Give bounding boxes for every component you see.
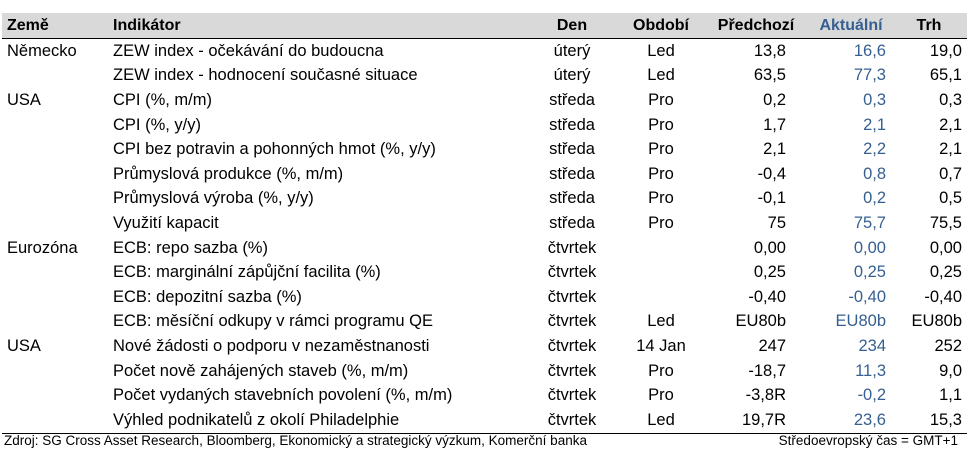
header-period: Období (616, 13, 706, 39)
cell-market: 0,7 (939, 164, 962, 183)
cell-market: 0,00 (929, 238, 962, 257)
cell-actual: 0,25 (853, 263, 886, 282)
table-row (2, 137, 967, 162)
cell-market: 15,3 (896, 408, 967, 433)
cell-period: 14 Jan (636, 336, 686, 355)
cell-period: Pro (648, 213, 674, 232)
source-note: Zdroj: SG Cross Asset Research, Bloomberg, Ekonomický a strategický výzkum, Komerční banka (4, 433, 587, 448)
cell-country (2, 162, 113, 187)
cell-day: čtvrtek (547, 386, 597, 405)
table-row (2, 408, 967, 433)
cell-actual: 234 (858, 336, 886, 355)
cell-indicator: ECB: marginální zápůjční facilita (%) (113, 263, 381, 282)
cell-indicator: ECB: repo sazba (%) (113, 238, 268, 257)
header-indicator: Indikátor (113, 13, 528, 39)
cell-previous: -18,7 (748, 361, 786, 380)
cell-indicator: Počet vydaných stavebních povolení (%, m/m) (113, 386, 453, 405)
cell-previous: 0,00 (753, 238, 786, 257)
table-row (2, 187, 967, 212)
cell-day: středa (549, 189, 595, 208)
cell-actual: -0,40 (848, 287, 886, 306)
cell-market: 0,5 (939, 189, 962, 208)
cell-country (2, 187, 113, 212)
cell-previous: 1,7 (763, 115, 786, 134)
cell-indicator: Průmyslová výroba (%, y/y) (113, 189, 314, 208)
table-header-row (2, 13, 967, 39)
cell-actual: 0,2 (863, 189, 886, 208)
cell-previous: 0,25 (753, 263, 786, 282)
cell-actual: 2,2 (863, 140, 886, 159)
cell-indicator: ZEW index - očekávání do budoucna (113, 41, 384, 60)
cell-indicator: Průmyslová produkce (%, m/m) (113, 164, 344, 183)
cell-previous: EU80b (735, 312, 786, 331)
table-row (2, 383, 967, 408)
cell-day: středa (549, 90, 595, 109)
cell-actual: 2,1 (863, 115, 886, 134)
cell-previous: 19,7R (706, 408, 806, 433)
cell-actual: 0,3 (863, 90, 886, 109)
economic-calendar-table (2, 13, 967, 434)
cell-day: úterý (553, 41, 591, 60)
header-previous: Předchozí (706, 13, 806, 39)
cell-actual: 11,3 (855, 361, 886, 380)
cell-country: USA (7, 90, 41, 109)
cell-previous: 2,1 (763, 140, 786, 159)
cell-indicator: CPI (%, m/m) (113, 90, 212, 109)
cell-market: 1,1 (939, 386, 962, 405)
cell-market: 9,0 (939, 361, 962, 380)
cell-indicator: ECB: měsíční odkupy v rámci programu QE (113, 312, 434, 331)
cell-day: čtvrtek (547, 361, 597, 380)
cell-market: -0,40 (924, 287, 962, 306)
timezone-note: Středoevropský čas = GMT+1 (778, 433, 958, 448)
cell-indicator: ECB: depozitní sazba (%) (113, 287, 302, 306)
cell-country (2, 408, 113, 433)
cell-day: čtvrtek (547, 312, 597, 331)
cell-previous: -3,8R (745, 386, 786, 405)
cell-actual: 0,00 (853, 238, 886, 257)
cell-period: Pro (648, 115, 674, 134)
cell-indicator: Využití kapacit (113, 213, 219, 232)
table-row (2, 113, 967, 138)
cell-day: čtvrtek (547, 263, 597, 282)
cell-period: Led (647, 312, 675, 331)
cell-actual: 16,6 (853, 41, 886, 60)
cell-country (2, 211, 113, 236)
cell-day: čtvrtek (547, 238, 597, 257)
table-row (2, 285, 967, 310)
cell-previous: -0,40 (748, 287, 786, 306)
cell-country (2, 310, 113, 335)
table-row (2, 260, 967, 285)
cell-period: Led (616, 408, 706, 433)
cell-day: středa (549, 213, 595, 232)
cell-market: 0,25 (929, 263, 962, 282)
cell-previous: 13,8 (753, 41, 786, 60)
header-actual: Aktuální (806, 13, 896, 39)
cell-country: Eurozóna (7, 238, 78, 257)
table-row (2, 334, 967, 359)
cell-indicator: Výhled podnikatelů z okolí Philadelphie (113, 408, 528, 433)
cell-previous: -0,4 (757, 164, 786, 183)
cell-indicator: CPI (%, y/y) (113, 115, 202, 134)
cell-market: 0,3 (939, 90, 962, 109)
cell-previous: 247 (758, 336, 786, 355)
cell-actual: 0,8 (863, 164, 886, 183)
cell-day: čtvrtek (528, 408, 616, 433)
cell-period (616, 260, 706, 285)
cell-period: Pro (648, 386, 674, 405)
cell-period: Pro (648, 164, 674, 183)
cell-indicator: ZEW index - hodnocení současné situace (113, 66, 418, 85)
table-row (2, 64, 967, 89)
cell-period: Led (647, 66, 675, 85)
table-row (2, 162, 967, 187)
cell-country (2, 285, 113, 310)
cell-country: USA (7, 336, 41, 355)
header-market: Trh (896, 13, 967, 39)
cell-previous: 0,2 (763, 90, 786, 109)
cell-previous: 63,5 (753, 66, 786, 85)
cell-country: Německo (7, 41, 77, 60)
cell-market: 65,1 (929, 66, 962, 85)
table-row (2, 236, 967, 261)
cell-market: 2,1 (939, 115, 962, 134)
cell-country (2, 260, 113, 285)
cell-market: 19,0 (929, 41, 962, 60)
cell-period: Led (647, 41, 675, 60)
cell-period (616, 285, 706, 310)
cell-market: 252 (934, 336, 962, 355)
table-row (2, 88, 967, 113)
cell-indicator: CPI bez potravin a pohonných hmot (%, y/y) (113, 140, 436, 159)
table-row (2, 211, 967, 236)
cell-market: 75,5 (929, 213, 962, 232)
cell-period: Pro (648, 189, 674, 208)
header-country: Země (2, 13, 113, 39)
cell-previous: 75 (767, 213, 786, 232)
cell-country (2, 383, 113, 408)
cell-country (2, 359, 113, 384)
cell-day: úterý (553, 66, 591, 85)
calendar-table-frame (2, 13, 960, 434)
cell-country (2, 137, 113, 162)
cell-actual: 75,7 (853, 213, 886, 232)
cell-previous: -0,1 (757, 189, 786, 208)
cell-actual: EU80b (835, 312, 886, 331)
cell-indicator: Počet nově zahájených staveb (%, m/m) (113, 361, 409, 380)
cell-day: středa (549, 115, 595, 134)
table-row (2, 310, 967, 335)
table-row (2, 359, 967, 384)
cell-day: středa (549, 164, 595, 183)
cell-period (616, 236, 706, 261)
cell-day: středa (549, 140, 595, 159)
table-row (2, 39, 967, 64)
cell-period: Pro (648, 90, 674, 109)
cell-period: Pro (648, 361, 674, 380)
cell-actual: 77,3 (853, 66, 886, 85)
cell-market: EU80b (911, 312, 962, 331)
cell-country (2, 64, 113, 89)
cell-day: čtvrtek (547, 336, 597, 355)
cell-period: Pro (648, 140, 674, 159)
cell-indicator: Nové žádosti o podporu v nezaměstnanosti (113, 336, 430, 355)
cell-country (2, 113, 113, 138)
header-day: Den (528, 13, 616, 39)
cell-market: 2,1 (939, 140, 962, 159)
cell-actual: 23,6 (806, 408, 896, 433)
cell-actual: -0,2 (857, 386, 886, 405)
table-footer (4, 433, 958, 448)
cell-day: čtvrtek (547, 287, 597, 306)
